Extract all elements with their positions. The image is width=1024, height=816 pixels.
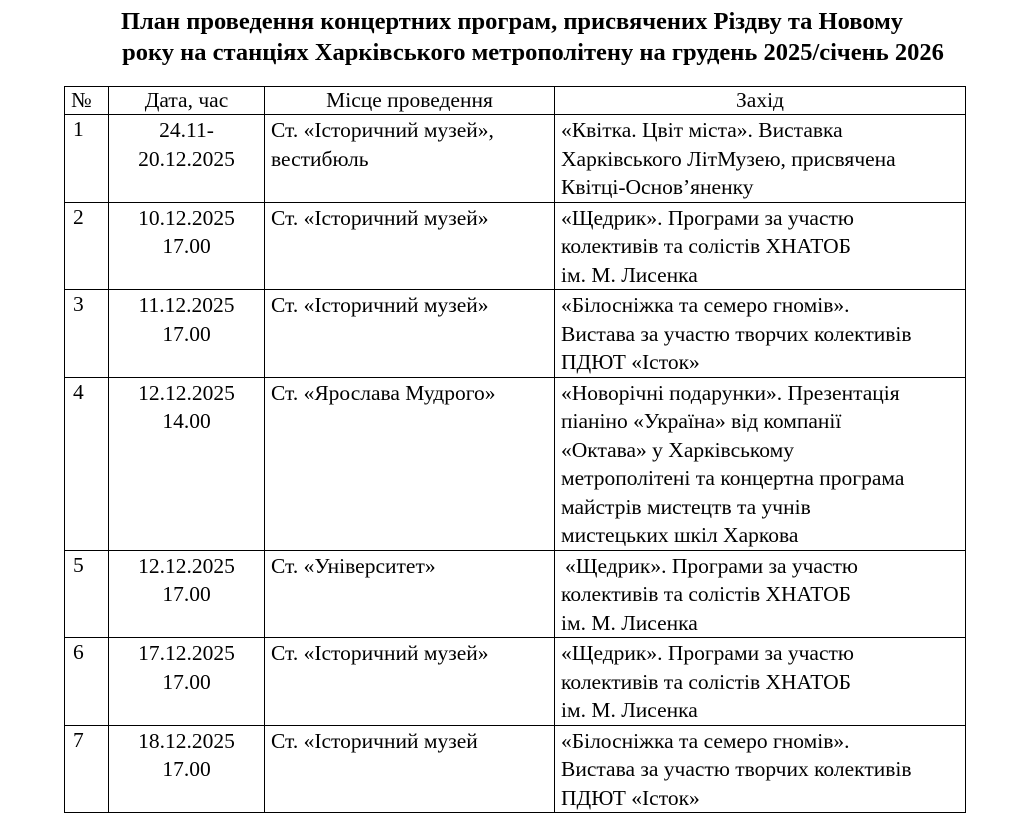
time-text: 14.00	[162, 409, 211, 433]
event-line: колективів та солістів ХНАТОБ	[561, 582, 851, 606]
row-place: Ст. «Університет»	[265, 550, 555, 638]
event-line: «Новорічні подарунки». Презентація	[561, 380, 900, 405]
title-line-2: року на станціях Харківського метрополітену на грудень 2025/січень 2026	[122, 39, 944, 66]
event-line: піаніно «Україна» від компанії	[561, 409, 842, 433]
event-line: колективів та солістів ХНАТОБ	[561, 234, 851, 258]
event-line: Вистава за участю творчих колективів	[561, 321, 912, 346]
table-row	[65, 377, 966, 550]
schedule-table	[64, 86, 966, 813]
row-event	[555, 290, 966, 378]
event-line: ПДЮТ «Істок»	[561, 350, 700, 374]
event-line: «Щедрик». Програми за участю	[561, 205, 854, 230]
header-place: Місце проведення	[265, 87, 555, 115]
event-line: «Щедрик». Програми за участю	[565, 553, 858, 578]
row-event	[555, 115, 966, 203]
row-event	[555, 638, 966, 726]
time-text: 17.00	[162, 321, 211, 346]
row-date	[109, 202, 265, 290]
date-text: 12.12.2025	[138, 553, 235, 578]
row-date	[109, 550, 265, 638]
event-line: ім. М. Лисенка	[561, 610, 698, 635]
row-place: Ст. «Історичний музей»	[265, 290, 555, 378]
table-row	[65, 202, 966, 290]
table-row	[65, 638, 966, 726]
event-line: майстрів мистецтв та учнів	[561, 494, 811, 519]
row-date	[109, 725, 265, 813]
time-text: 17.00	[162, 234, 211, 258]
row-number: 5	[65, 550, 109, 638]
event-line: колективів та солістів ХНАТОБ	[561, 669, 851, 694]
event-line: Харківського ЛітМузею, присвячена	[561, 146, 896, 171]
header-number: №	[65, 87, 109, 115]
row-event	[555, 377, 966, 550]
date-text: 18.12.2025	[138, 728, 235, 753]
event-line: «Білосніжка та семеро гномів».	[561, 293, 850, 317]
event-line: мистецьких шкіл Харкова	[561, 523, 799, 547]
date-text: 24.11-	[159, 118, 214, 142]
header-event: Захід	[555, 87, 966, 115]
row-number: 7	[65, 725, 109, 813]
header-date: Дата, час	[109, 87, 265, 115]
time-text: 17.00	[162, 582, 211, 606]
event-line: Квітці-Основ’яненку	[561, 175, 754, 199]
table-row	[65, 725, 966, 813]
event-line: ПДЮТ «Істок»	[561, 785, 700, 810]
row-date	[109, 638, 265, 726]
row-place: Ст. «Історичний музей	[265, 725, 555, 813]
date-text: 11.12.2025	[138, 293, 235, 317]
table-row	[65, 550, 966, 638]
time-text: 17.00	[162, 669, 211, 694]
event-line: метрополітені та концертна програма	[561, 466, 905, 490]
row-number: 2	[65, 202, 109, 290]
row-place: Ст. «Історичний музей»	[265, 202, 555, 290]
event-line: ім. М. Лисенка	[561, 262, 698, 287]
row-date	[109, 290, 265, 378]
row-number: 6	[65, 638, 109, 726]
title-line-1: План проведення концертних програм, присвячених Різдву та Новому	[120, 8, 904, 35]
event-line: Вистава за участю творчих колективів	[561, 757, 912, 781]
row-place: Ст. «Ярослава Мудрого»	[265, 377, 555, 550]
row-date	[109, 115, 265, 203]
event-line: ім. М. Лисенка	[561, 698, 698, 722]
row-event	[555, 202, 966, 290]
date-text: 20.12.2025	[138, 146, 235, 171]
row-number: 4	[65, 377, 109, 550]
table-row	[65, 290, 966, 378]
event-line: «Щедрик». Програми за участю	[561, 641, 854, 665]
table-row	[65, 115, 966, 203]
row-event	[555, 725, 966, 813]
time-text: 17.00	[162, 757, 211, 781]
table-header-row	[65, 87, 966, 115]
event-line: «Октава» у Харківському	[561, 437, 794, 462]
event-line: «Білосніжка та семеро гномів».	[561, 728, 850, 753]
row-number: 1	[65, 115, 109, 203]
row-number: 3	[65, 290, 109, 378]
row-date	[109, 377, 265, 550]
row-place: Ст. «Історичний музей», вестибюль	[265, 115, 555, 203]
date-text: 17.12.2025	[138, 641, 235, 665]
date-text: 12.12.2025	[138, 380, 235, 405]
row-place: Ст. «Історичний музей»	[265, 638, 555, 726]
page-title	[0, 6, 1024, 68]
date-text: 10.12.2025	[138, 205, 235, 230]
event-line: «Квітка. Цвіт міста». Виставка	[561, 118, 843, 142]
row-event	[555, 550, 966, 638]
